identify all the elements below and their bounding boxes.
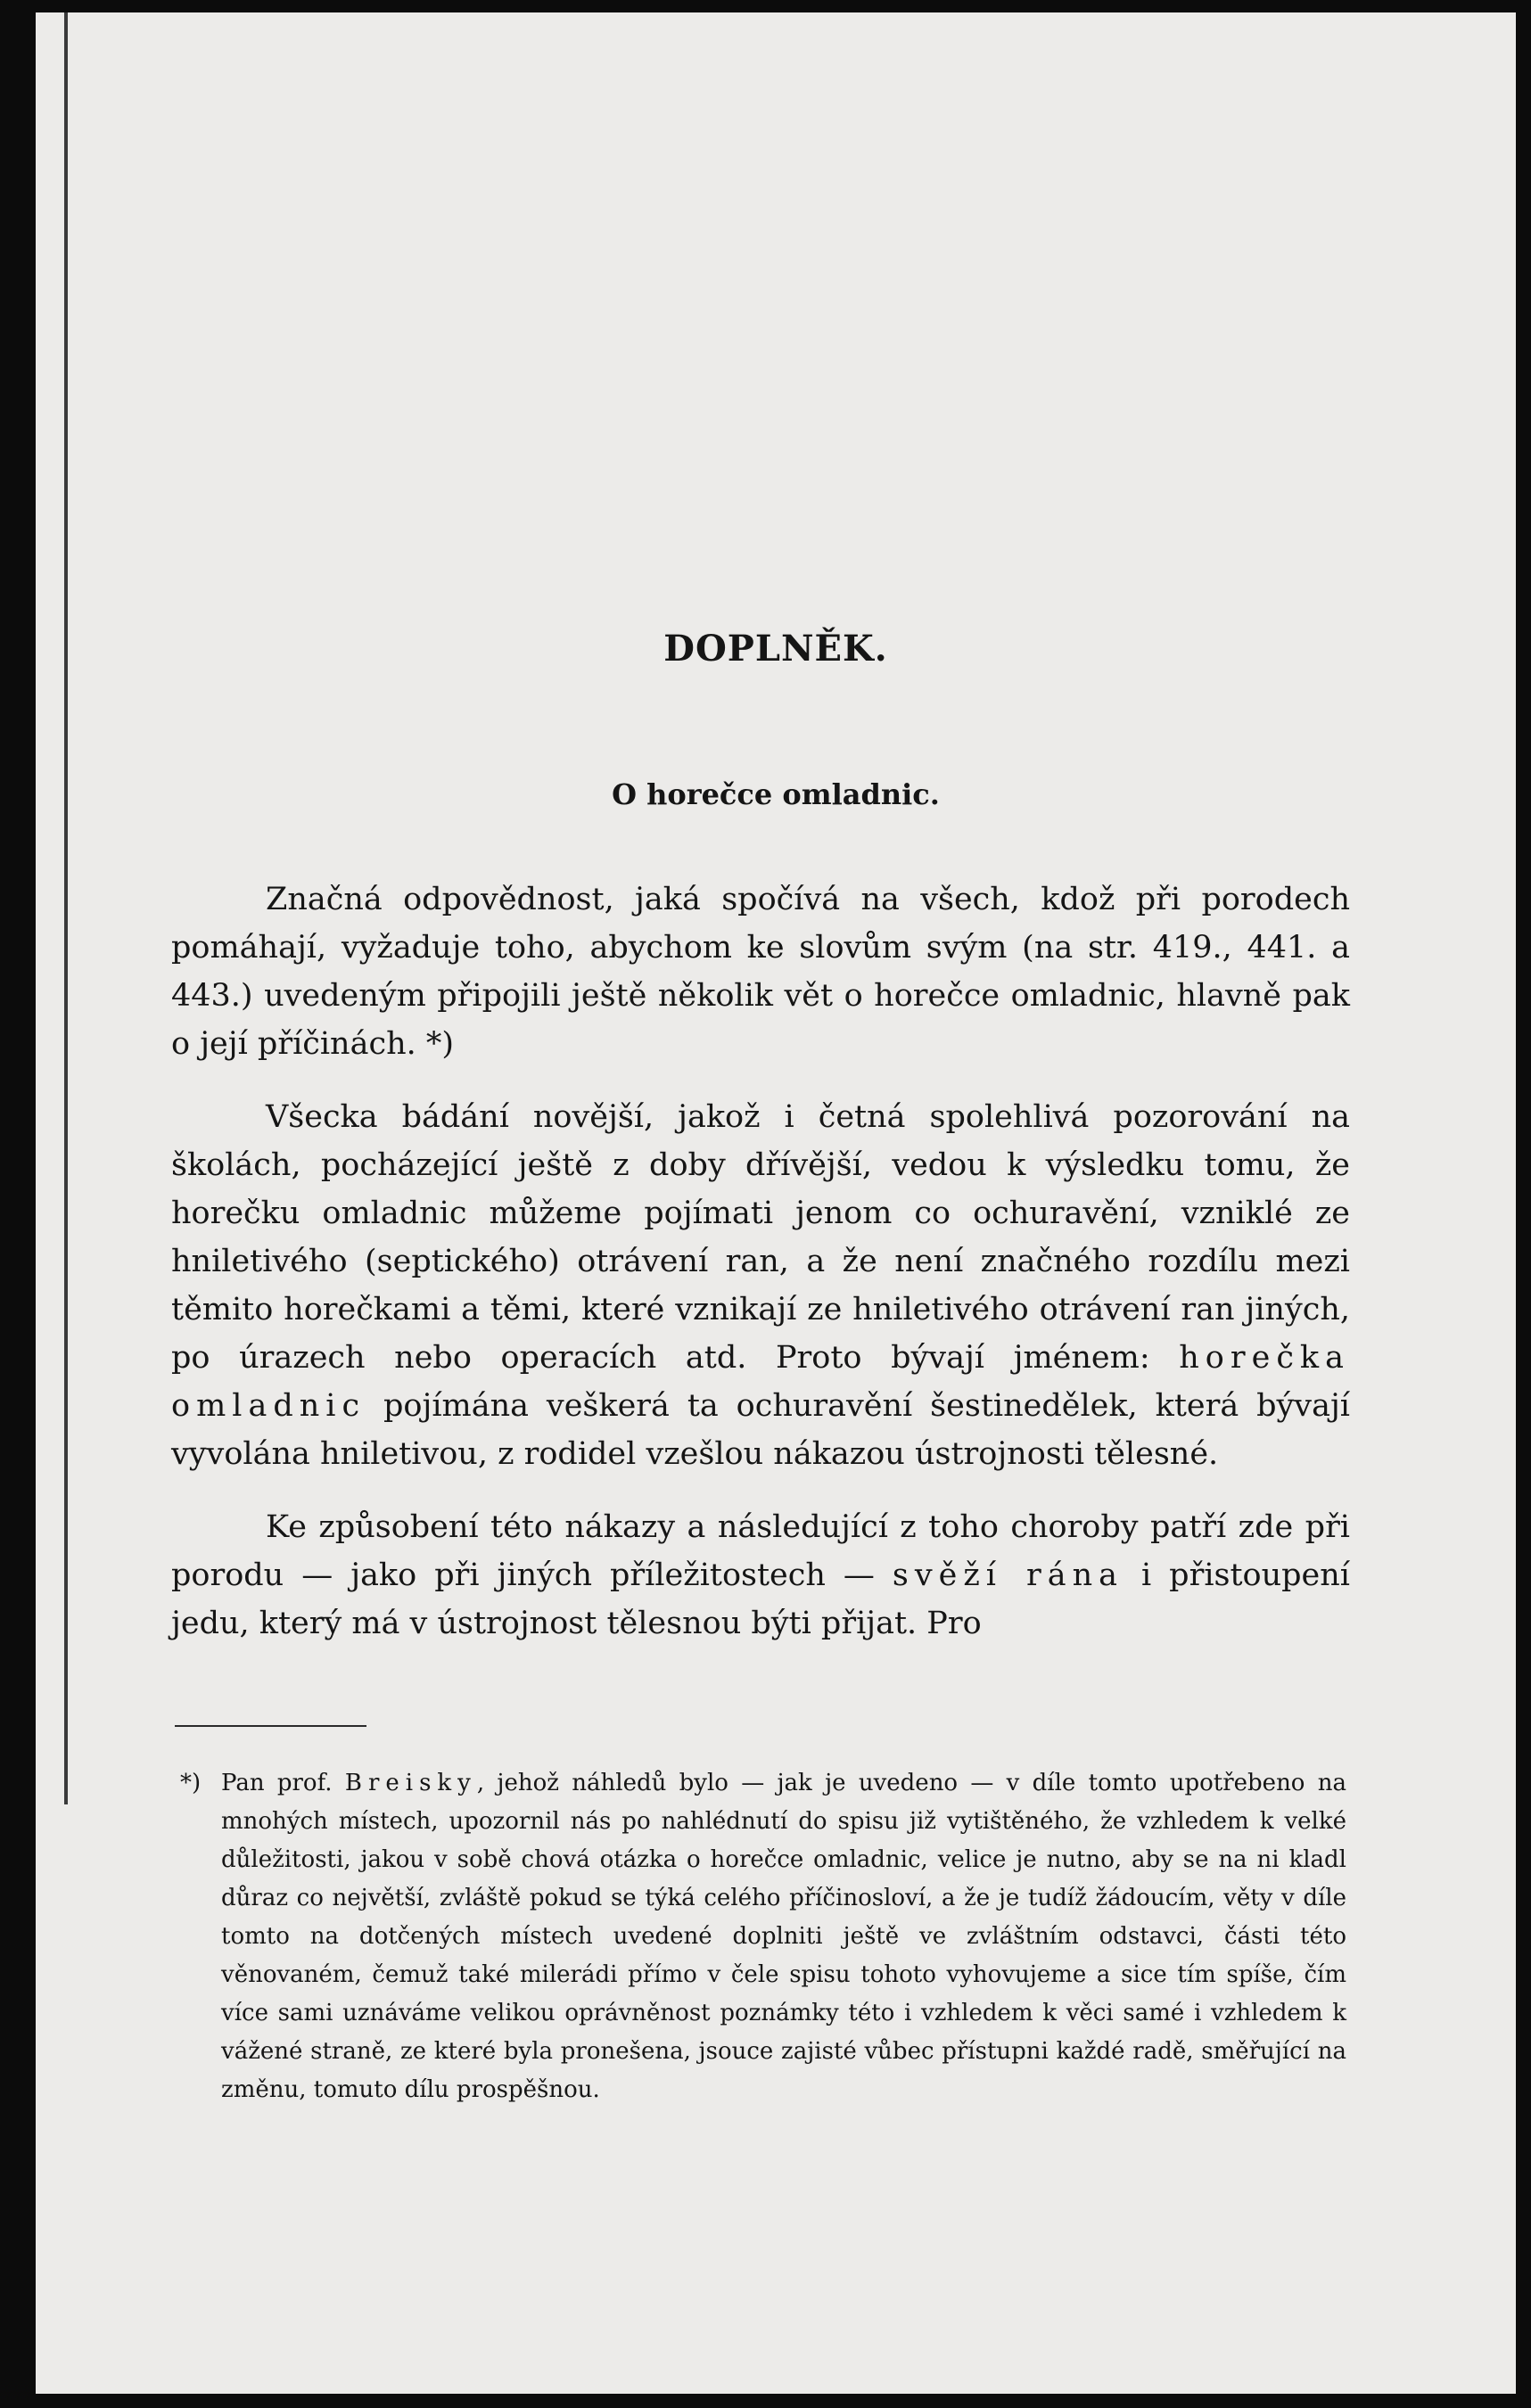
- paragraph-3-text-end: i přistoupení jedu, který má v ústrojnost tělesnou býti přijat. Pro: [171, 1557, 1351, 1641]
- section-subtitle: O horečce omladnic.: [612, 777, 940, 811]
- paragraph-2-emphasis: horečka omladnic: [171, 1340, 1350, 1424]
- footnote-emphasis: Breisky: [344, 1770, 477, 1796]
- book-page: [36, 12, 1516, 2394]
- main-text: [171, 875, 1350, 1672]
- paragraph-2-text-end: pojímána veškerá ta ochuravění šestinedělek, která bývají vyvolána hniletivou, z rodidel vzešlou nákazou ústrojnosti tělesné.: [171, 1388, 1350, 1472]
- page-title: DOPLNĚK.: [663, 628, 888, 670]
- footnote-text-start: Pan prof.: [221, 1770, 345, 1796]
- paragraph-3-emphasis: svěží rána: [892, 1557, 1124, 1593]
- paragraph-3-text-start: Ke způsobení této nákazy a následující z toho choroby patří zde při porodu — jako při jiných příležitostech —: [171, 1509, 1350, 1593]
- paragraph-3: [171, 1503, 1350, 1648]
- footnote-divider: [175, 1725, 366, 1727]
- paragraph-1: Značná odpovědnost, jaká spočívá na všech, kdož při porodech pomáhají, vyžaduje toho, abychom ke slovům svým (na str. 419., 441. a 443.) uvedeným připojili ještě několik vět o horečce omladnic, hlavně pak o její příčinách. *): [171, 882, 1350, 1062]
- binding-edge-line: [64, 12, 68, 1804]
- footnote: [180, 1764, 1346, 2109]
- footnote-text-end: , jehož náhledů bylo — jak je uvedeno — v díle tomto upotřebeno na mnohých místech, upozornil nás po nahlédnutí do spisu již vytištěného, že vzhledem k velké důležitosti, jakou v sobě chová otázka o horečce omladnic, velice je nutno, aby se na ni kladl důraz co největší, zvláště pokud se týká celého příčinosloví, a že je tudíž žádoucím, věty v díle tomto na dotčených místech uvedené doplniti ještě ve zvláštním odstavci, části této věnovaném, čemuž také milerádi přímo v čele spisu tohoto vyhovujeme a sice tím spíše, čím více sami uznáváme velikou oprávněnost poznámky této i vzhledem k věci samé i vzhledem k vážené straně, ze které byla pronešena, jsouce zajisté vůbec přístupni každé radě, směřující na změnu, tomuto dílu prospěšnou.: [221, 1770, 1346, 2103]
- footnote-marker: *): [180, 1770, 202, 1796]
- paragraph-2-text-start: Všecka bádání novější, jakož i četná spolehlivá pozorování na školách, pocházející ještě z doby dřívější, vedou k výsledku tomu, že horečku omladnic můžeme pojímati jenom co ochuravění, vzniklé ze hniletivého (septického) otrávení ran, a že není značného rozdílu mezi těmito horečkami a těmi, které vznikají ze hniletivého otrávení ran jiných, po úrazech nebo operacích atd. Proto bývají jménem:: [171, 1099, 1350, 1376]
- paragraph-2: [171, 1093, 1350, 1478]
